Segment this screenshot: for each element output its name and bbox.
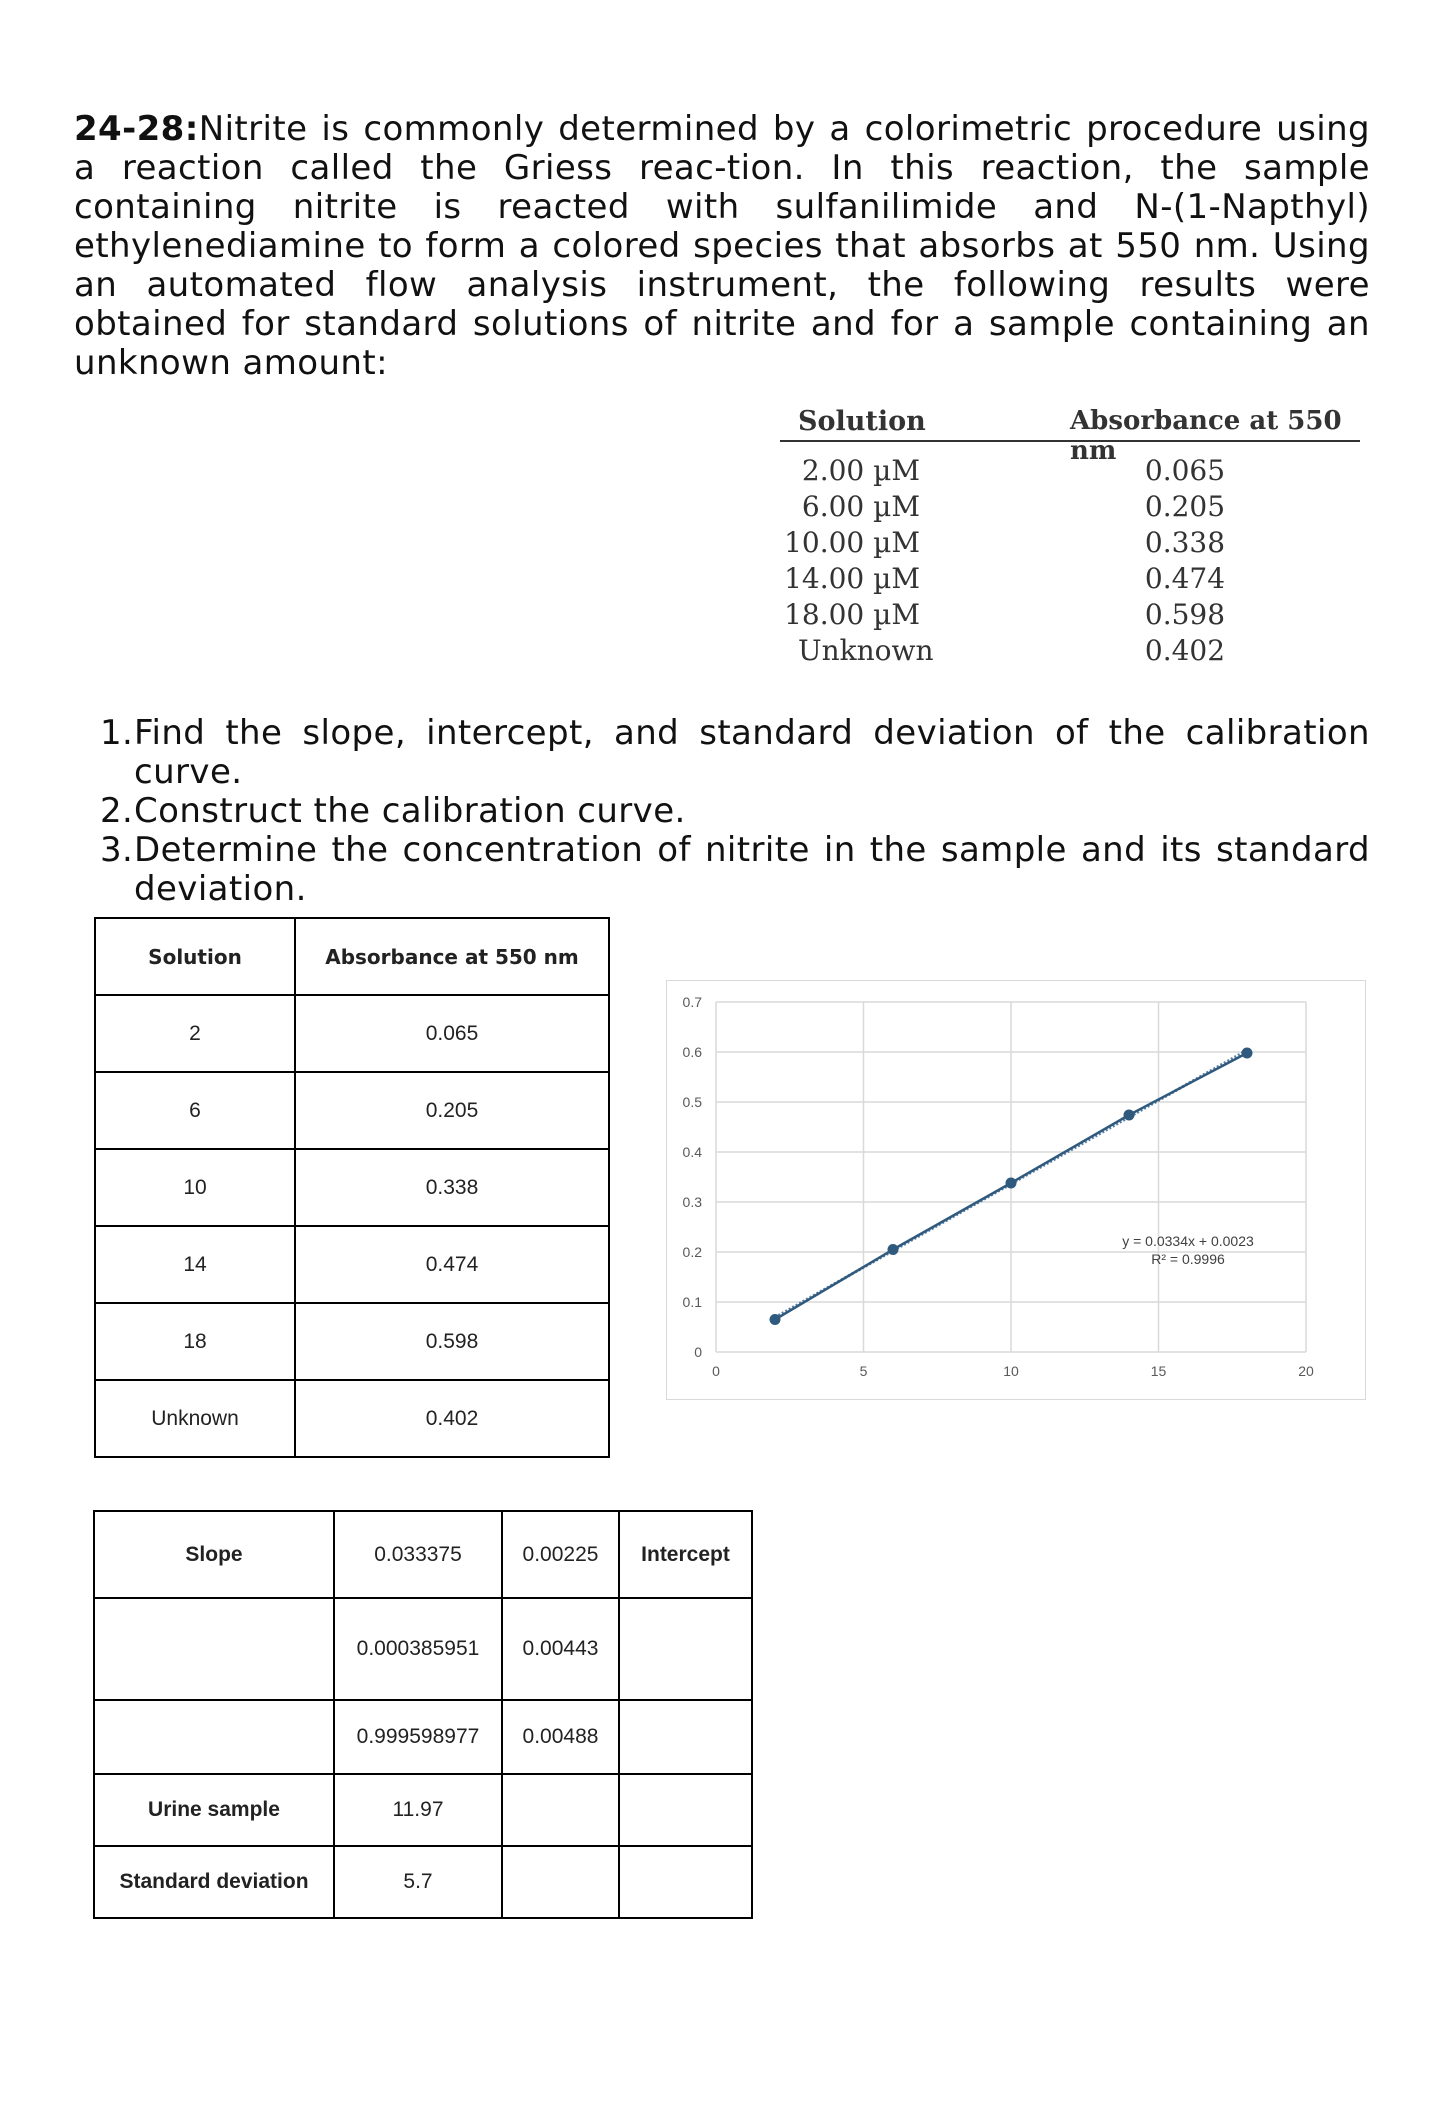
x-tick-label: 20	[1298, 1363, 1314, 1379]
cell-solution: 10	[95, 1149, 295, 1226]
textbook-cell-absorbance: 0.598	[1144, 598, 1226, 631]
table-row	[94, 1846, 752, 1918]
cell-empty	[94, 1700, 334, 1774]
textbook-cell-absorbance: 0.065	[1144, 454, 1226, 487]
question-list	[100, 714, 1370, 909]
problem-number: 24-28:	[74, 109, 199, 149]
x-tick-label: 10	[1003, 1363, 1019, 1379]
table-row	[95, 1226, 609, 1303]
question-item	[100, 714, 1370, 792]
cell-solution: 6	[95, 1072, 295, 1149]
cell-empty	[94, 1598, 334, 1700]
value-intercept-error: 0.00443	[502, 1598, 619, 1700]
calibration-chart	[666, 980, 1366, 1400]
table-row	[94, 1700, 752, 1774]
data-point	[1006, 1178, 1017, 1189]
textbook-cell-solution: Unknown	[798, 634, 934, 667]
problem-statement	[74, 110, 1370, 383]
label-slope: Slope	[94, 1511, 334, 1598]
textbook-cell-solution: 18.00 µM	[784, 598, 920, 631]
y-tick-label: 0.7	[682, 994, 702, 1010]
cell-absorbance: 0.338	[295, 1149, 609, 1226]
textbook-cell-absorbance: 0.205	[1144, 490, 1226, 523]
data-point	[1124, 1110, 1135, 1121]
x-tick-label: 0	[712, 1363, 720, 1379]
table-row	[95, 1072, 609, 1149]
value-slope-error: 0.000385951	[334, 1598, 502, 1700]
textbook-cell-absorbance: 0.402	[1144, 634, 1226, 667]
header-solution: Solution	[95, 918, 295, 995]
textbook-cell-solution: 6.00 µM	[801, 490, 920, 523]
cell-absorbance: 0.474	[295, 1226, 609, 1303]
table-row	[94, 1774, 752, 1846]
y-tick-label: 0.3	[682, 1194, 702, 1210]
cell-empty	[619, 1846, 752, 1918]
data-table	[94, 917, 610, 1458]
data-point	[770, 1314, 781, 1325]
question-text: Find the slope, intercept, and standard deviation of the calibration curve.	[134, 713, 1370, 792]
r-squared-label: R² = 0.9996	[1151, 1251, 1225, 1267]
value-slope: 0.033375	[334, 1511, 502, 1598]
cell-absorbance: 0.402	[295, 1380, 609, 1457]
y-tick-label: 0.4	[682, 1144, 702, 1160]
textbook-row	[780, 634, 1360, 670]
value-intercept: 0.00225	[502, 1511, 619, 1598]
question-text: Determine the concentration of nitrite in the sample and its standard deviation.	[134, 830, 1370, 909]
question-text: Construct the calibration curve.	[134, 791, 686, 831]
chart-frame	[666, 980, 1366, 1400]
x-tick-label: 5	[859, 1363, 868, 1379]
question-number: 3.	[100, 830, 134, 870]
cell-solution: 2	[95, 995, 295, 1072]
cell-solution: 14	[95, 1226, 295, 1303]
trendline-equation: y = 0.0334x + 0.0023	[1122, 1233, 1254, 1249]
cell-empty	[619, 1700, 752, 1774]
cell-empty	[619, 1774, 752, 1846]
table-row	[94, 1511, 752, 1598]
y-tick-label: 0	[694, 1344, 702, 1360]
question-number: 1.	[100, 713, 134, 753]
cell-absorbance: 0.598	[295, 1303, 609, 1380]
textbook-cell-absorbance: 0.338	[1144, 526, 1226, 559]
table-row	[94, 1598, 752, 1700]
value-standard-deviation: 5.7	[334, 1846, 502, 1918]
textbook-cell-solution: 10.00 µM	[784, 526, 920, 559]
textbook-cell-solution: 2.00 µM	[801, 454, 920, 487]
textbook-row	[780, 490, 1360, 526]
y-tick-label: 0.1	[682, 1294, 702, 1310]
cell-absorbance: 0.205	[295, 1072, 609, 1149]
y-tick-label: 0.5	[682, 1094, 702, 1110]
regression-table	[93, 1510, 753, 1919]
cell-empty	[619, 1598, 752, 1700]
textbook-row	[780, 526, 1360, 562]
cell-absorbance: 0.065	[295, 995, 609, 1072]
table-row	[95, 918, 609, 995]
table-row	[95, 995, 609, 1072]
textbook-row	[780, 598, 1360, 634]
value-r-squared: 0.999598977	[334, 1700, 502, 1774]
x-tick-label: 15	[1150, 1363, 1167, 1379]
cell-empty	[502, 1774, 619, 1846]
table-row	[95, 1380, 609, 1457]
y-tick-label: 0.6	[682, 1044, 702, 1060]
textbook-table-header	[780, 400, 1360, 466]
textbook-row	[780, 454, 1360, 490]
question-item	[100, 831, 1370, 909]
y-tick-label: 0.2	[682, 1244, 702, 1260]
value-urine-sample: 11.97	[334, 1774, 502, 1846]
textbook-cell-solution: 14.00 µM	[784, 562, 920, 595]
problem-text: Nitrite is commonly determined by a colorimetric procedure using a reaction called the Griess reac-tion. In this reaction, the sample containing nitrite is reacted with sulfanilimide and N-(1-Napthyl) ethylenediamine to form a colored species that absorbs at 550 nm. Using an automated flow analysis instrument, the following results were obtained for standard solutions of nitrite and for a sample containing an unknown amount:	[74, 109, 1370, 383]
textbook-header-solution: Solution	[798, 406, 926, 437]
cell-solution: 18	[95, 1303, 295, 1380]
textbook-cell-absorbance: 0.474	[1144, 562, 1226, 595]
cell-empty	[502, 1846, 619, 1918]
label-urine-sample: Urine sample	[94, 1774, 334, 1846]
question-item	[100, 792, 1370, 831]
data-point	[1242, 1048, 1253, 1059]
label-standard-deviation: Standard deviation	[94, 1846, 334, 1918]
data-point	[888, 1244, 899, 1255]
table-row	[95, 1149, 609, 1226]
header-absorbance: Absorbance at 550 nm	[295, 918, 609, 995]
question-number: 2.	[100, 791, 134, 831]
value-sy: 0.00488	[502, 1700, 619, 1774]
textbook-row	[780, 562, 1360, 598]
label-intercept: Intercept	[619, 1511, 752, 1598]
table-row	[95, 1303, 609, 1380]
textbook-header-absorbance: Absorbance at 550 nm	[1070, 406, 1342, 466]
cell-solution: Unknown	[95, 1380, 295, 1457]
